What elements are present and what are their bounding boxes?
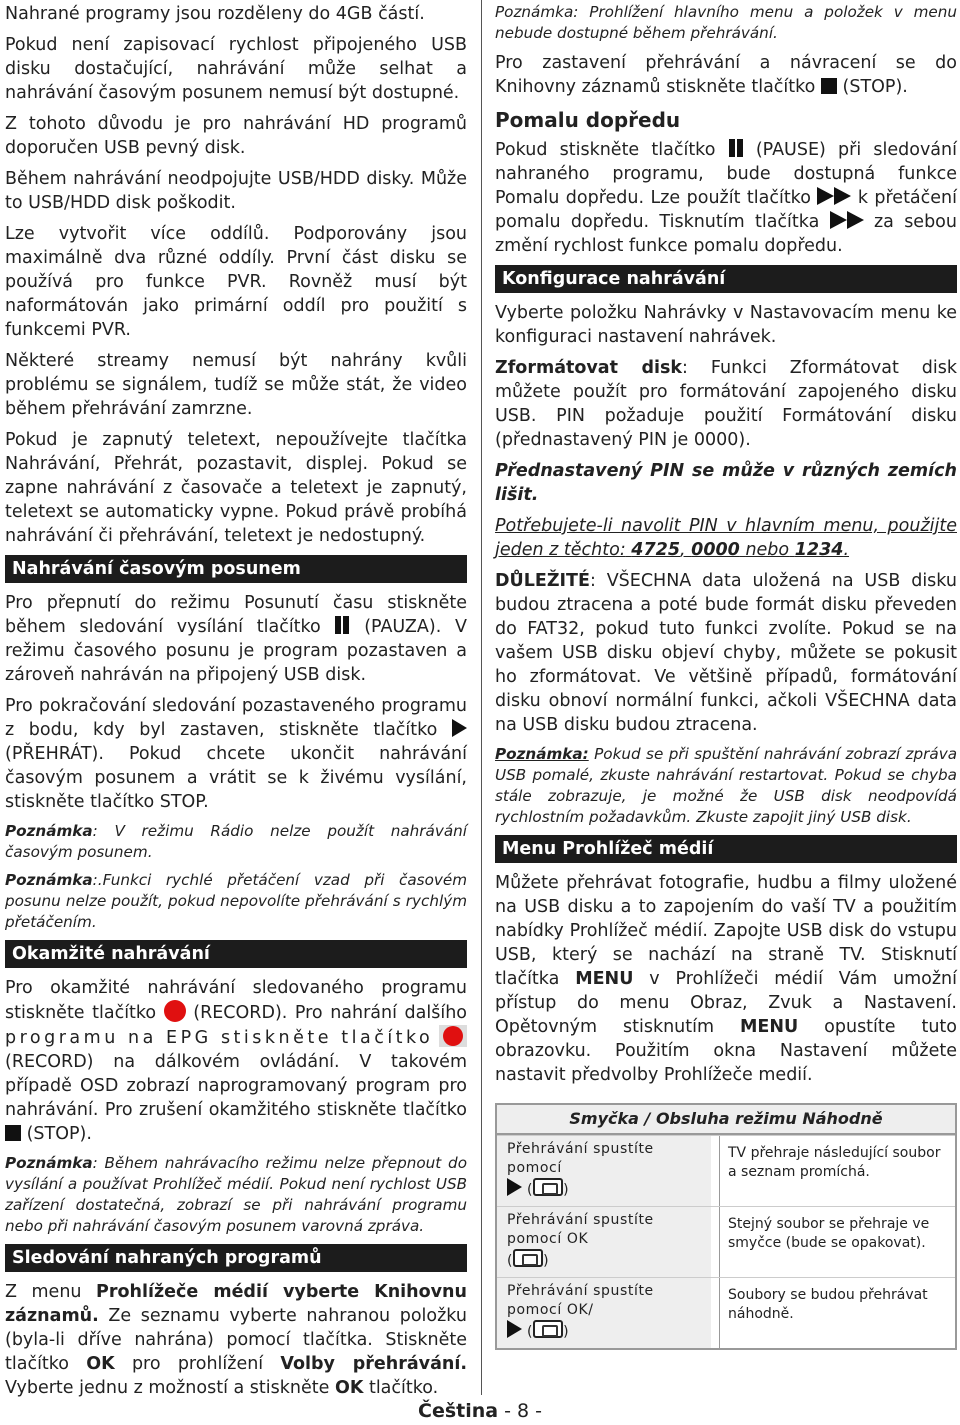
pause-icon (728, 139, 744, 157)
stop-icon (821, 78, 837, 94)
left-column (5, 2, 467, 1407)
paragraph-write-speed: Pokud není zapisovací rychlost připojeného USB disku dostačující, nahrávání může selhat a nahrávání časovým posunem nemusí být dostupné. (5, 35, 467, 103)
footer-language: Čeština (418, 1400, 499, 1422)
stop-icon (5, 1125, 21, 1141)
note-usb-slow: Poznámka: Pokud se při spuštění nahrávání zobrazí zpráva USB pomalé, zkuste nahrávání restartovat. Pokud se chyba stále zobrazuje, je možné že USB disk neodpovídá rychlostním požadavkům. Zkuste zapojit jiný USB disk. (495, 745, 957, 826)
play-icon (507, 1178, 522, 1196)
paragraph-do-not-unplug: Během nahrávání neodpojujte USB/HDD disky. Může to USB/HDD disk poškodit. (5, 169, 467, 213)
paragraph-teletext: Pokud je zapnutý teletext, nepoužívejte tlačítka Nahrávání, Přehrát, pozastavit, displej. Pokud se zapne nahrávání z časovače a teletext je zapnutý, teletext se automaticky vypne. Pokud právě probíhá nahrávání či přehrávání, teletext je nedostupný. (5, 430, 467, 546)
paragraph-signal: Některé streamy nemusí být nahrány kvůli problému se signálem, tudíž se může stát, že video během přehrávání zamrzne. (5, 351, 467, 419)
table-title: Smyčka / Obsluha režimu Náhodně (497, 1105, 955, 1135)
loop-shuffle-table (495, 1103, 957, 1350)
paragraph-stop-playback: Pro zastavení přehrávání a návracení se do Knihovny záznamů stiskněte tlačítko (STOP). (495, 53, 957, 97)
play-icon (452, 719, 467, 737)
pin-note: Přednastavený PIN se může v různých zemích lišit. (495, 461, 957, 505)
paragraph-important: DŮLEŽITÉ: VŠECHNA data uložená na USB disku budou ztracena a poté bude formát disku převeden do FAT32, pokud tuto funkci zvolíte. Pokud se na vašem USB disku objeví chyby, můžete se pokusit ho zformátovat. Ve většině případů, formátování disku obnoví normální funkci, ačkoli VŠECHNA data na USB disku budou ztracena. (495, 571, 957, 735)
record-icon (164, 1000, 186, 1022)
paragraph-timeshift-pause: Pro přepnutí do režimu Posunutí času stiskněte během sledování vysílání tlačítko (PAUZA). V režimu časového posunu je program pozastaven a zároveň nahráván na připojený USB disk. (5, 593, 467, 685)
note-rewind: Poznámka:.Funkci rychlé přetáčení vzad při časovém posunu nelze použít, pokud nepovolíte přehrávání s rychlým přetáčením. (5, 871, 467, 931)
right-column (495, 2, 957, 1350)
heading-watch-recorded: Sledování nahraných programů (5, 1244, 467, 1272)
fast-forward-icon (817, 187, 851, 205)
note-recording-mode: Poznámka: Během nahrávacího režimu nelze přepnout do vysílání a používat Prohlížeč médií. Pokud není rychlost USB zařízení dostatečná, zobrazí se při nahrávání programu nebo při nahrávání časovým posunem varovná zpráva. (5, 1154, 467, 1235)
paragraph-format-disk: Zformátovat disk: Funkci Zformátovat disk můžete použít pro formátování zapojeného disku USB. PIN požaduje použití Formátování disku (přednastavený PIN je 0000). (495, 358, 957, 450)
shuffle-icon (533, 1320, 563, 1338)
paragraph-partitions: Lze vytvořit více oddílů. Podporovány jsou maximálně dva různé oddíly. První část disku se používá pro funkce PVR. Rovněž musí být naformátován jako primární oddíl pro použití s funkcemi PVR. (5, 224, 467, 340)
table-row: Přehrávání spustíte pomocí OK ( ) Stejný soubor se přehraje ve smyčce (bude se opakovat). (497, 1206, 955, 1277)
play-icon (507, 1320, 522, 1338)
column-divider (481, 0, 482, 1395)
page-number: - 8 - (504, 1400, 543, 1422)
record-icon (439, 1025, 467, 1047)
table-row: Přehrávání spustíte pomocí OK/ ( ) Soubory se budou přehrávat náhodně. (497, 1277, 955, 1348)
heading-media-browser: Menu Prohlížeč médií (495, 835, 957, 863)
paragraph-timeshift-play: Pro pokračování sledování pozastaveného programu z bodu, kdy byl zastaven, stiskněte tlačítko (PŘEHRÁT). Pokud chcete ukončit nahrávání časovým posunem a vrátit se k živému vysílání, stiskněte tlačítko STOP. (5, 696, 467, 812)
table-row: Přehrávání spustíte pomocí ( ) TV přehraje následující soubor a seznam promíchá. (497, 1135, 955, 1206)
paragraph-split: Nahrané programy jsou rozděleny do 4GB částí. (5, 4, 425, 24)
paragraph-config: Vyberte položku Nahrávky v Nastavovacím menu ke konfiguraci nastavení nahrávek. (495, 303, 957, 347)
note-menu-unavailable: Poznámka: Prohlížení hlavního menu a položek v menu nebude dostupné během přehrávání. (495, 3, 957, 42)
heading-recording-config: Konfigurace nahrávání (495, 265, 957, 293)
pause-icon (334, 616, 350, 634)
repeat-icon (513, 1249, 543, 1267)
heading-slow-forward: Pomalu dopředu (495, 108, 681, 132)
paragraph-instant-recording: Pro okamžité nahrávání sledovaného programu stiskněte tlačítko (RECORD). Pro nahrání dalšího programu na EPG stiskněte tlačítko (RECORD) na dálkovém ovládání. V takovém případě OSD zobrazí naprogramovaný program pro nahrávání. Pro zrušení okamžitého stiskněte tlačítko (STOP). (5, 978, 467, 1144)
paragraph-watch-recorded: Z menu Prohlížeče médií vyberte Knihovnu záznamů. Ze seznamu vyberte nahranou položku (byla-li dříve nahrána) pomocí tlačítka. Stiskněte tlačítko OK pro prohlížení Volby přehrávání. Vyberte jednu z možností a stiskněte OK tlačítko. (5, 1282, 467, 1398)
fast-forward-icon (830, 211, 864, 229)
page-footer (418, 1400, 542, 1422)
heading-instant-recording: Okamžité nahrávání (5, 940, 467, 968)
paragraph-hd-recommend: Z tohoto důvodu je pro nahrávání HD programů doporučen USB pevný disk. (5, 114, 467, 158)
pin-alternatives: Potřebujete-li navolit PIN v hlavním menu, použijte jeden z těchto: 4725, 0000 nebo 1234. (495, 516, 957, 560)
note-radio: Poznámka: V režimu Rádio nelze použít nahrávání časovým posunem. (5, 822, 467, 861)
heading-timeshift: Nahrávání časovým posunem (5, 555, 467, 583)
paragraph-media-browser: Můžete přehrávat fotografie, hudbu a filmy uložené na USB disku a to zapojením do vaší TV a použitím nabídky Prohlížeč médií. Zapojte USB disk do vstupu USB, který se nachází na straně TV. Stisknutí tlačítka MENU v Prohlížeči médií Vám umožní přístup do menu Obraz, Zvuk a Nastavení. Opětovným stisknutím MENU opustíte tuto obrazovku. Použitím okna Nastavení můžete nastavit předvolby Prohlížeče medií. (495, 873, 957, 1085)
paragraph-slow-forward: Pokud stiskněte tlačítko (PAUSE) při sledování nahraného programu, bude dostupná funkce Pomalu dopředu. Lze použít tlačítko k přetáčení pomalu dopředu. Tisknutím tlačítka za sebou změní rychlost funkce pomalu dopředu. (495, 140, 957, 256)
loop-icon (533, 1178, 563, 1196)
